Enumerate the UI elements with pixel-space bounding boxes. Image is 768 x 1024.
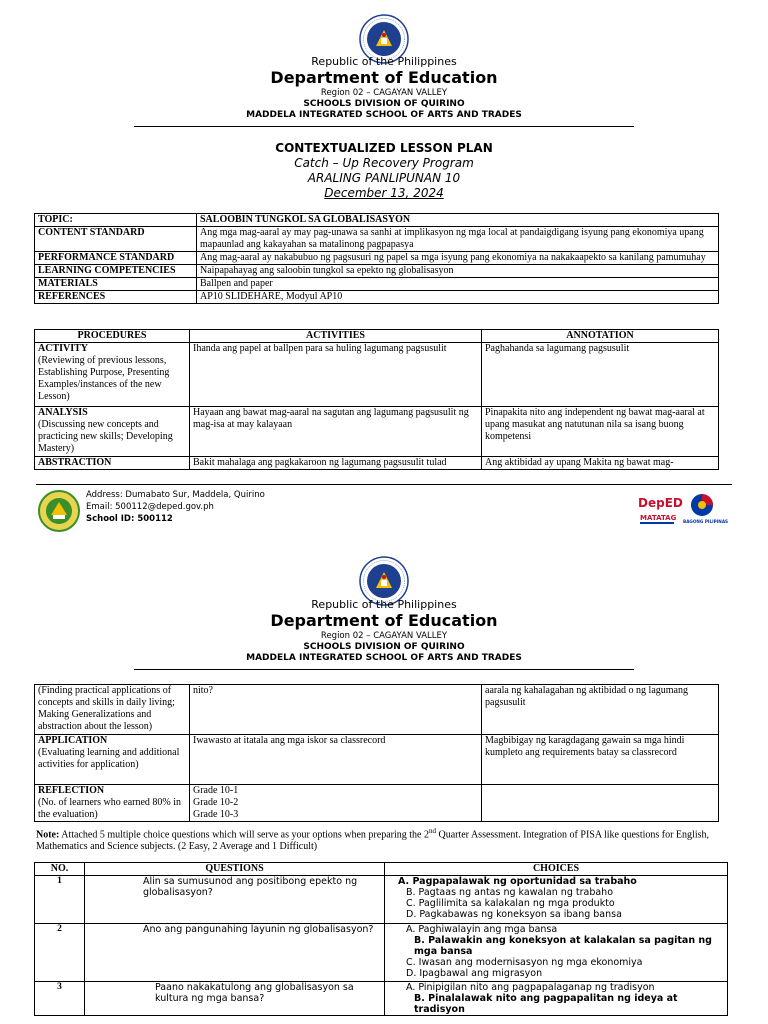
region-text: Region 02 – CAGAYAN VALLEY — [320, 631, 448, 641]
info-value: SALOOBIN TUNGKOL SA GLOBALISASYON — [197, 214, 719, 227]
activity-cell: Bakit mahalaga ang pagkakaroon ng lagumang pagsusulit tulad — [190, 457, 482, 470]
page2-header — [0, 598, 768, 670]
school-name: MADDELA INTEGRATED SCHOOL OF ARTS AND TRADES — [246, 110, 522, 120]
table-header-row — [35, 330, 719, 343]
choice: D. Pagkabawas ng koneksyon sa ibang bansa — [406, 909, 622, 920]
procedures-table — [34, 329, 719, 470]
lesson-date: December 13, 2024 — [324, 186, 444, 200]
question-text: Alin sa sumusunod ang positibong epekto ng globalisasyon? — [85, 876, 385, 924]
subject-title: ARALING PANLIPUNAN 10 — [307, 171, 461, 185]
table-row — [35, 785, 719, 822]
table-row — [35, 685, 719, 735]
grade-line: Grade 10-1 — [193, 785, 239, 796]
activity-cell: Ihanda ang papel at ballpen para sa huling lagumang pagsusulit — [190, 343, 482, 407]
department-title: Department of Education — [270, 611, 498, 630]
choice-correct: B. Palawakin ang koneksyon at kalakalan sa pagitan ng mga bansa — [414, 935, 712, 957]
table-row — [35, 735, 719, 785]
question-number: 3 — [35, 982, 85, 1016]
question-number: 1 — [35, 876, 85, 924]
note-text-after: Quarter Assessment. Integration of PISA like questions for English, Mathematics and Science subjects. (2 Easy, 2 Average and 1 Difficult) — [36, 829, 709, 853]
program-title: Catch – Up Recovery Program — [294, 156, 474, 170]
procedure-desc: (Reviewing of previous lessons, Establishing Purpose, Presenting Examples/instances of the new Lesson) — [38, 355, 170, 402]
deped-logo-text: DepED — [638, 496, 683, 510]
grade-line: Grade 10-3 — [193, 809, 239, 820]
activity-cell: nito? — [190, 685, 482, 735]
table-row — [35, 214, 719, 227]
annotation-cell: Magbibigay ng karagdagang gawain sa mga hindi kumpleto ang requirements batay sa classrecord — [482, 735, 719, 785]
questions-table — [34, 862, 728, 1016]
header-activities: ACTIVITIES — [190, 330, 482, 343]
question-row — [35, 982, 728, 1016]
note-sup: nd — [428, 827, 436, 835]
procedure-cell — [35, 735, 190, 785]
department-title: Department of Education — [270, 68, 498, 87]
procedure-desc: (No. of learners who earned 80% in the evaluation) — [38, 797, 182, 820]
choice: A. Paghiwalayin ang mga bansa — [406, 924, 558, 935]
choice: A. Pinipigilan nito ang pagpapalaganap ng tradisyon — [406, 982, 655, 993]
procedure-title: ACTIVITY — [38, 343, 89, 354]
info-label: LEARNING COMPETENCIES — [35, 265, 197, 278]
info-value: Ballpen and paper — [197, 278, 719, 291]
footer-address: Address: Dumabato Sur, Maddela, Quirino — [86, 490, 265, 500]
grade-line: Grade 10-2 — [193, 797, 239, 808]
procedure-desc: (Finding practical applications of concepts and skills in daily living; Making Generalizations and abstraction about the lesson) — [35, 685, 190, 735]
matatag-text: MATATAG — [640, 514, 677, 522]
bagong-text: BAGONG PILIPINAS — [683, 519, 729, 524]
table-row — [35, 343, 719, 407]
plan-title: CONTEXTUALIZED LESSON PLAN — [275, 141, 493, 155]
table-header-row — [35, 863, 728, 876]
header-annotation: ANNOTATION — [482, 330, 719, 343]
choice-correct: A. Pagpapalawak ng oportunidad sa trabaho — [398, 876, 637, 887]
annotation-cell: Ang aktibidad ay upang Makita ng bawat mag- — [482, 457, 719, 470]
lesson-title-block — [0, 141, 768, 201]
footer-school-id: School ID: 500112 — [86, 514, 173, 524]
page1-header — [0, 55, 768, 127]
header-no: NO. — [35, 863, 85, 876]
info-label: TOPIC: — [35, 214, 197, 227]
header-divider — [134, 123, 634, 127]
annotation-cell — [482, 785, 719, 822]
choice: C. Paglilimita sa kalakalan ng mga produkto — [406, 898, 615, 909]
school-logo-icon — [38, 490, 80, 532]
table-row — [35, 227, 719, 252]
procedure-title: APPLICATION — [38, 735, 108, 746]
info-value: Ang mga mag-aaral ay may pag-unawa sa sanhi at implikasyon ng mga local at pandaigdigang isyung pang ekonomiya upang mapaunlad ang kakayahan sa matalinong pagpapasya — [197, 227, 719, 252]
activity-cell: Hayaan ang bawat mag-aaral na sagutan ang lagumang pagsusulit ng mag-isa at may kalayaan — [190, 407, 482, 457]
procedure-cell — [35, 343, 190, 407]
choice: B. Pagtaas ng antas ng kawalan ng trabaho — [406, 887, 614, 898]
info-value: AP10 SLIDEHARE, Modyul AP10 — [197, 291, 719, 304]
procedure-desc: (Discussing new concepts and practicing new skills; Developing Mastery) — [38, 419, 173, 454]
division-text: SCHOOLS DIVISION OF QUIRINO — [303, 642, 465, 652]
footer-divider — [36, 484, 732, 485]
info-label: PERFORMANCE STANDARD — [35, 252, 197, 265]
procedure-title: REFLECTION — [38, 785, 105, 796]
info-label: CONTENT STANDARD — [35, 227, 197, 252]
table-row — [35, 457, 719, 470]
region-text: Region 02 – CAGAYAN VALLEY — [320, 88, 448, 98]
bagong-pilipinas-logo-icon — [682, 492, 729, 526]
header-divider — [134, 666, 634, 670]
table-row — [35, 265, 719, 278]
procedure-title: ANALYSIS — [38, 407, 88, 418]
table-row — [35, 278, 719, 291]
deped-matatag-logo-icon — [636, 492, 683, 526]
question-number: 2 — [35, 924, 85, 982]
procedure-cell — [35, 407, 190, 457]
question-row — [35, 924, 728, 982]
procedures-table-continued — [34, 684, 719, 822]
choice: D. Ipagbawal ang migrasyon — [406, 968, 543, 979]
info-table — [34, 213, 719, 304]
footer-address-block — [86, 489, 265, 525]
choice: C. Iwasan ang modernisasyon ng mga ekonomiya — [406, 957, 643, 968]
table-row — [35, 291, 719, 304]
assessment-note — [36, 825, 736, 853]
question-row — [35, 876, 728, 924]
procedure-cell — [35, 457, 190, 470]
note-text-before: Attached 5 multiple choice questions which will serve as your options when preparing the 2 — [59, 829, 429, 841]
header-procedures: PROCEDURES — [35, 330, 190, 343]
header-choices: CHOICES — [385, 863, 728, 876]
annotation-cell: Pinapakita nito ang independent ng bawat mag-aaral at upang masukat ang natutunan nila sa isang buong kompetensi — [482, 407, 719, 457]
annotation-cell: aarala ng kahalagahan ng aktibidad o ng lagumang pagsusulit — [482, 685, 719, 735]
activity-cell: Iwawasto at itatala ang mga iskor sa classrecord — [190, 735, 482, 785]
question-text: Paano nakakatulong ang globalisasyon sa kultura ng mga bansa? — [85, 982, 385, 1016]
republic-text: Republic of the Philippines — [311, 598, 457, 611]
choice-correct: B. Pinalalawak nito ang pagpapalitan ng ideya at tradisyon — [414, 993, 678, 1015]
table-row — [35, 407, 719, 457]
info-value: Naipapahayag ang saloobin tungkol sa epekto ng globalisasyon — [197, 265, 719, 278]
info-value: Ang mag-aaral ay nakabubuo ng pagsusuri ng papel sa mga isyung pang ekonomiya na nakakaapekto sa kanilang pamumuhay — [197, 252, 719, 265]
header-questions: QUESTIONS — [85, 863, 385, 876]
procedure-title: ABSTRACTION — [38, 457, 112, 468]
note-label: Note: — [36, 829, 60, 841]
procedure-desc: (Evaluating learning and additional activities for application) — [38, 747, 180, 770]
info-label: MATERIALS — [35, 278, 197, 291]
question-text: Ano ang pangunahing layunin ng globalisasyon? — [85, 924, 385, 982]
footer-email: Email: 500112@deped.gov.ph — [86, 502, 214, 512]
table-row — [35, 252, 719, 265]
procedure-cell — [35, 785, 190, 822]
republic-text: Republic of the Philippines — [311, 55, 457, 68]
choices-cell — [385, 982, 728, 1016]
annotation-cell: Paghahanda sa lagumang pagsusulit — [482, 343, 719, 407]
division-text: SCHOOLS DIVISION OF QUIRINO — [303, 99, 465, 109]
page-footer — [36, 484, 732, 532]
choices-cell — [385, 876, 728, 924]
info-label: REFERENCES — [35, 291, 197, 304]
school-name: MADDELA INTEGRATED SCHOOL OF ARTS AND TRADES — [246, 653, 522, 663]
activity-cell — [190, 785, 482, 822]
choices-cell — [385, 924, 728, 982]
